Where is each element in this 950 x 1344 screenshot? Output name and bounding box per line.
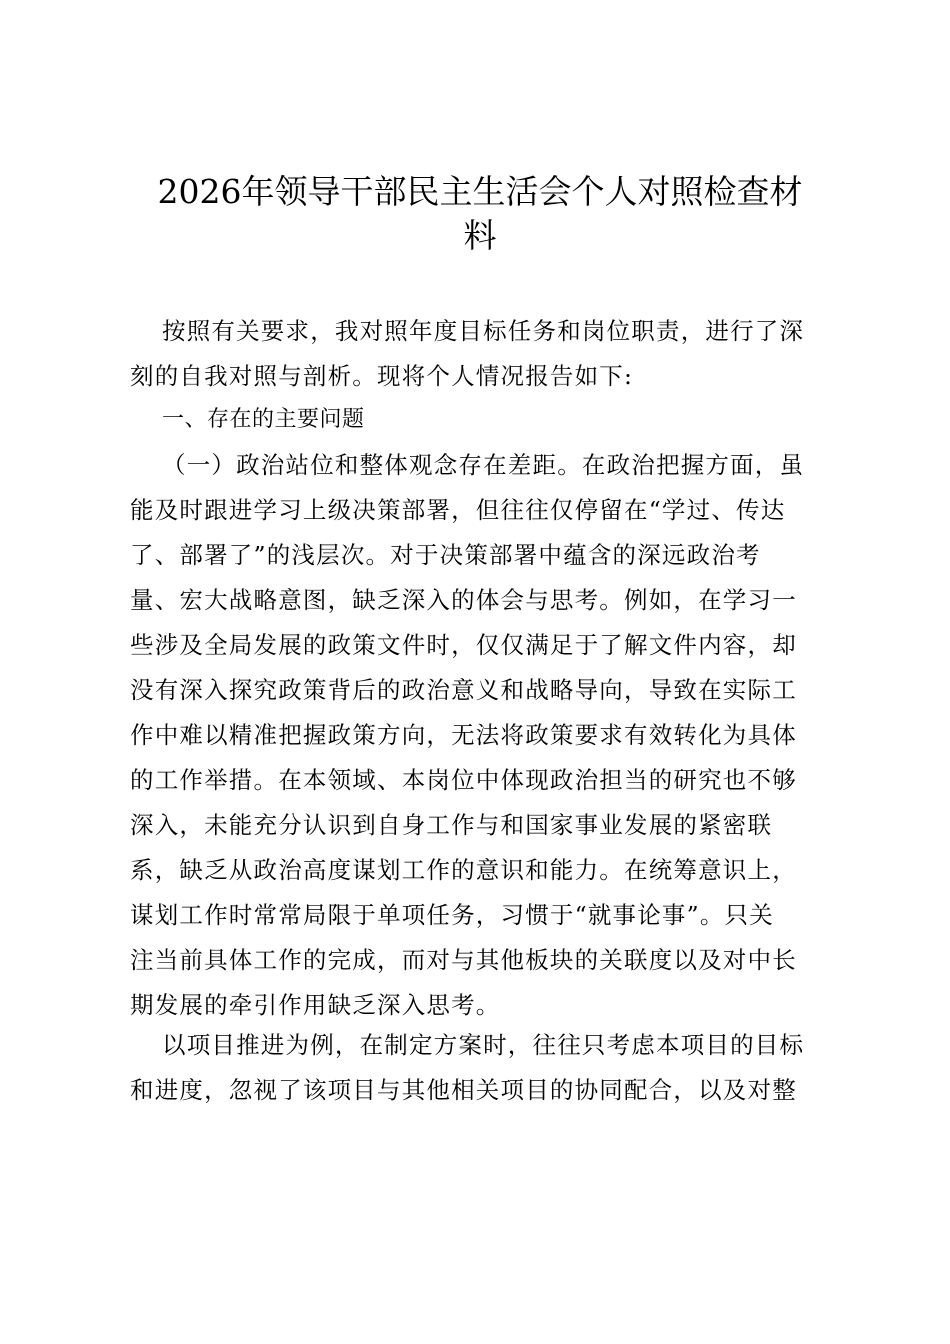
text-line: 系，缺乏从政治高度谋划工作的意识和能力。在统筹意识上， (130, 856, 797, 884)
text-line: 按照有关要求，我对照年度目标任务和岗位职责，进行了深 (162, 317, 805, 345)
text-line: 量、宏大战略意图，缺乏深入的体会与思考。例如，在学习一 (130, 586, 797, 614)
text-line: 深入，未能充分认识到自身工作与和国家事业发展的紧密联 (130, 811, 773, 839)
text-line: 和进度，忽视了该项目与其他相关项目的协同配合，以及对整 (130, 1076, 797, 1104)
text-line: 期发展的牵引作用缺乏深入思考。 (130, 991, 501, 1019)
text-line: 刻的自我对照与剖析。现将个人情况报告如下: (130, 362, 634, 390)
text-line: 没有深入探究政策背后的政治意义和战略导向，导致在实际工 (130, 676, 797, 704)
intro-paragraph (130, 309, 830, 399)
document-title (130, 170, 830, 258)
section-heading-text: 一、存在的主要问题 (162, 407, 365, 432)
paragraph-political-stance (130, 443, 830, 1028)
text-line: 的工作举措。在本领域、本岗位中体现政治担当的研究也不够 (130, 766, 797, 794)
paragraph-project-example (130, 1023, 830, 1113)
text-line: 作中难以精准把握政策方向，无法将政策要求有效转化为具体 (130, 721, 797, 749)
text-line: 了、部署了”的浅层次。对于决策部署中蕴含的深远政治考 (130, 541, 761, 569)
text-line: 些涉及全局发展的政策文件时，仅仅满足于了解文件内容，却 (130, 631, 797, 659)
text-line: （一）政治站位和整体观念存在差距。在政治把握方面，虽 (162, 451, 805, 479)
text-line: 能及时跟进学习上级决策部署，但往往仅停留在“学过、传达 (130, 496, 786, 524)
text-line: 以项目推进为例，在制定方案时，往往只考虑本项目的目标 (162, 1031, 805, 1059)
title-line: 2026年领导干部民主生活会个人对照检查材 (157, 172, 803, 211)
text-line: 谋划工作时常常局限于单项任务，习惯于“就事论事”。只关 (130, 901, 774, 929)
text-line: 注当前具体工作的完成，而对与其他板块的关联度以及对中长 (130, 946, 797, 974)
section-heading (130, 397, 830, 442)
title-line: 料 (463, 216, 497, 255)
